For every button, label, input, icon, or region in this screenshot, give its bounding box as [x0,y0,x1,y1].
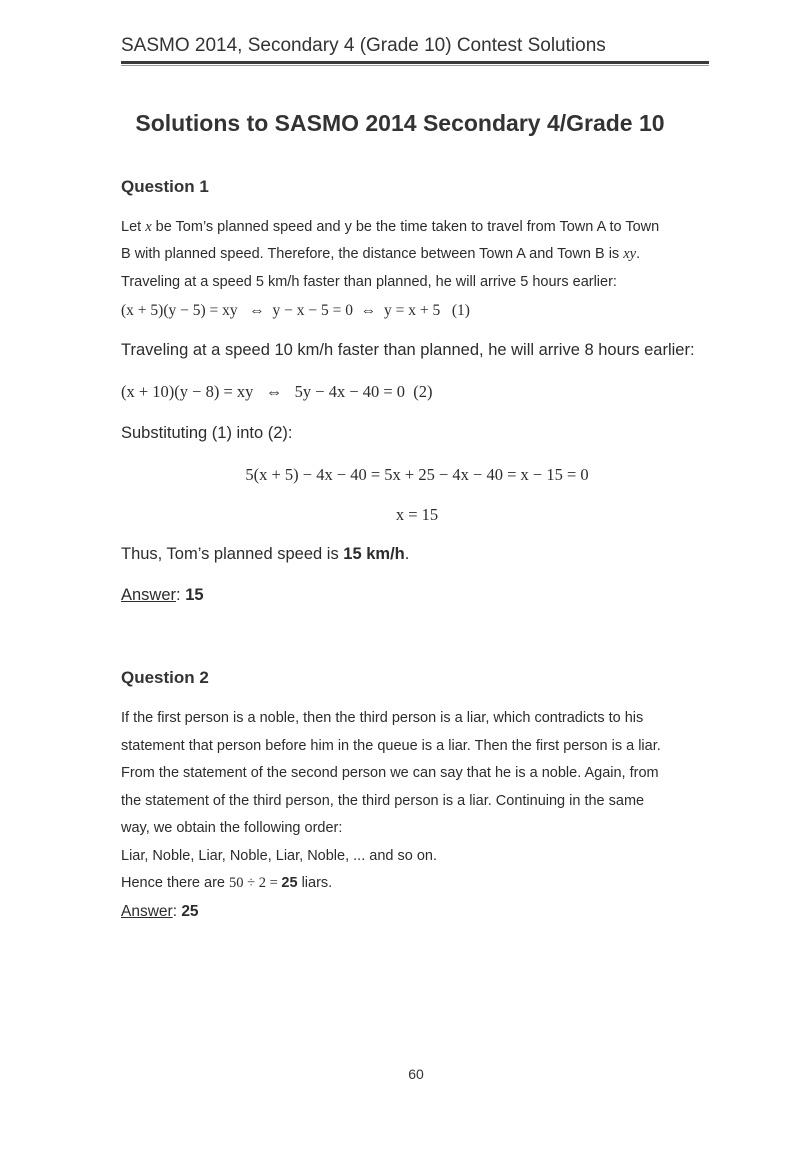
q1-equation-2: (x + 10)(y − 8) = xy ⇔ 5y − 4x − 40 = 0 (2) [121,382,433,401]
q2-answer-label: Answer [121,903,173,920]
q2-hence-suffix: liars. [297,875,333,891]
q2-line-5: way, we obtain the following order: [121,820,343,836]
q2-answer [121,903,199,921]
q1-line-1-text-b: be Tom’s planned speed and y be the time taken to travel from Town A to Town [151,219,660,235]
q1-line-2-var: xy [623,246,637,262]
page-title: Solutions to SASMO 2014 Secondary 4/Grade 10 [135,110,665,136]
q2-line-2: statement that person before him in the queue is a liar. Then the first person is a liar. [121,738,661,754]
q1-line-1-text-a: Let [121,219,146,235]
q1-conclusion-prefix: Thus, Tom’s planned speed is [121,545,344,563]
q1-conclusion-value: 15 km/h [343,545,405,563]
q2-line-4: the statement of the third person, the third person is a liar. Continuing in the same [121,793,645,809]
q2-answer-value: 25 [181,903,199,920]
q1-line-1-var: x [145,219,152,235]
header-rule-thin [121,65,709,66]
running-header: SASMO 2014, Secondary 4 (Grade 10) Contest Solutions [121,35,606,56]
q1-conclusion [121,545,409,564]
question-1-heading: Question 1 [121,177,209,196]
q2-line-6: Liar, Noble, Liar, Noble, Liar, Noble, ... and so on. [121,848,437,864]
q1-line-2-text-a: B with planned speed. Therefore, the distance between Town A and Town B is [121,246,624,262]
q1-line-5: Traveling at a speed 10 km/h faster than planned, he will arrive 8 hours earlier: [121,341,695,359]
q1-answer-colon: : [176,586,186,604]
q1-answer-label: Answer [121,586,177,604]
q1-equation-1: (x + 5)(y − 5) = xy ⇔ y − x − 5 = 0 ⇔ y = x + 5 (1) [121,302,470,319]
q1-line-7: Substituting (1) into (2): [121,424,293,442]
q2-answer-colon: : [172,903,182,920]
page-number: 60 [408,1066,424,1082]
q1-line-1 [121,219,659,236]
q1-line-2-text-b: . [636,246,641,262]
q1-answer [121,586,204,605]
q1-answer-value: 15 [185,586,204,604]
q2-hence [121,875,332,892]
q1-equation-3: 5(x + 5) − 4x − 40 = 5x + 25 − 4x − 40 = x − 15 = 0 [245,465,589,484]
header-rule [121,61,709,64]
q1-line-3: Traveling at a speed 5 km/h faster than planned, he will arrive 5 hours earlier: [121,274,617,290]
q1-line-2 [121,246,640,263]
question-2-heading: Question 2 [121,668,209,687]
q1-equation-4: x = 15 [395,505,439,524]
q2-line-1: If the first person is a noble, then the third person is a liar, which contradicts to his [121,710,644,726]
q1-conclusion-suffix: . [404,545,410,563]
q2-hence-prefix: Hence there are [121,875,230,891]
q2-hence-value: 25 [281,875,298,891]
q2-hence-math: 50 ÷ 2 = [229,875,282,891]
q2-line-3: From the statement of the second person we can say that he is a noble. Again, from [121,765,659,781]
